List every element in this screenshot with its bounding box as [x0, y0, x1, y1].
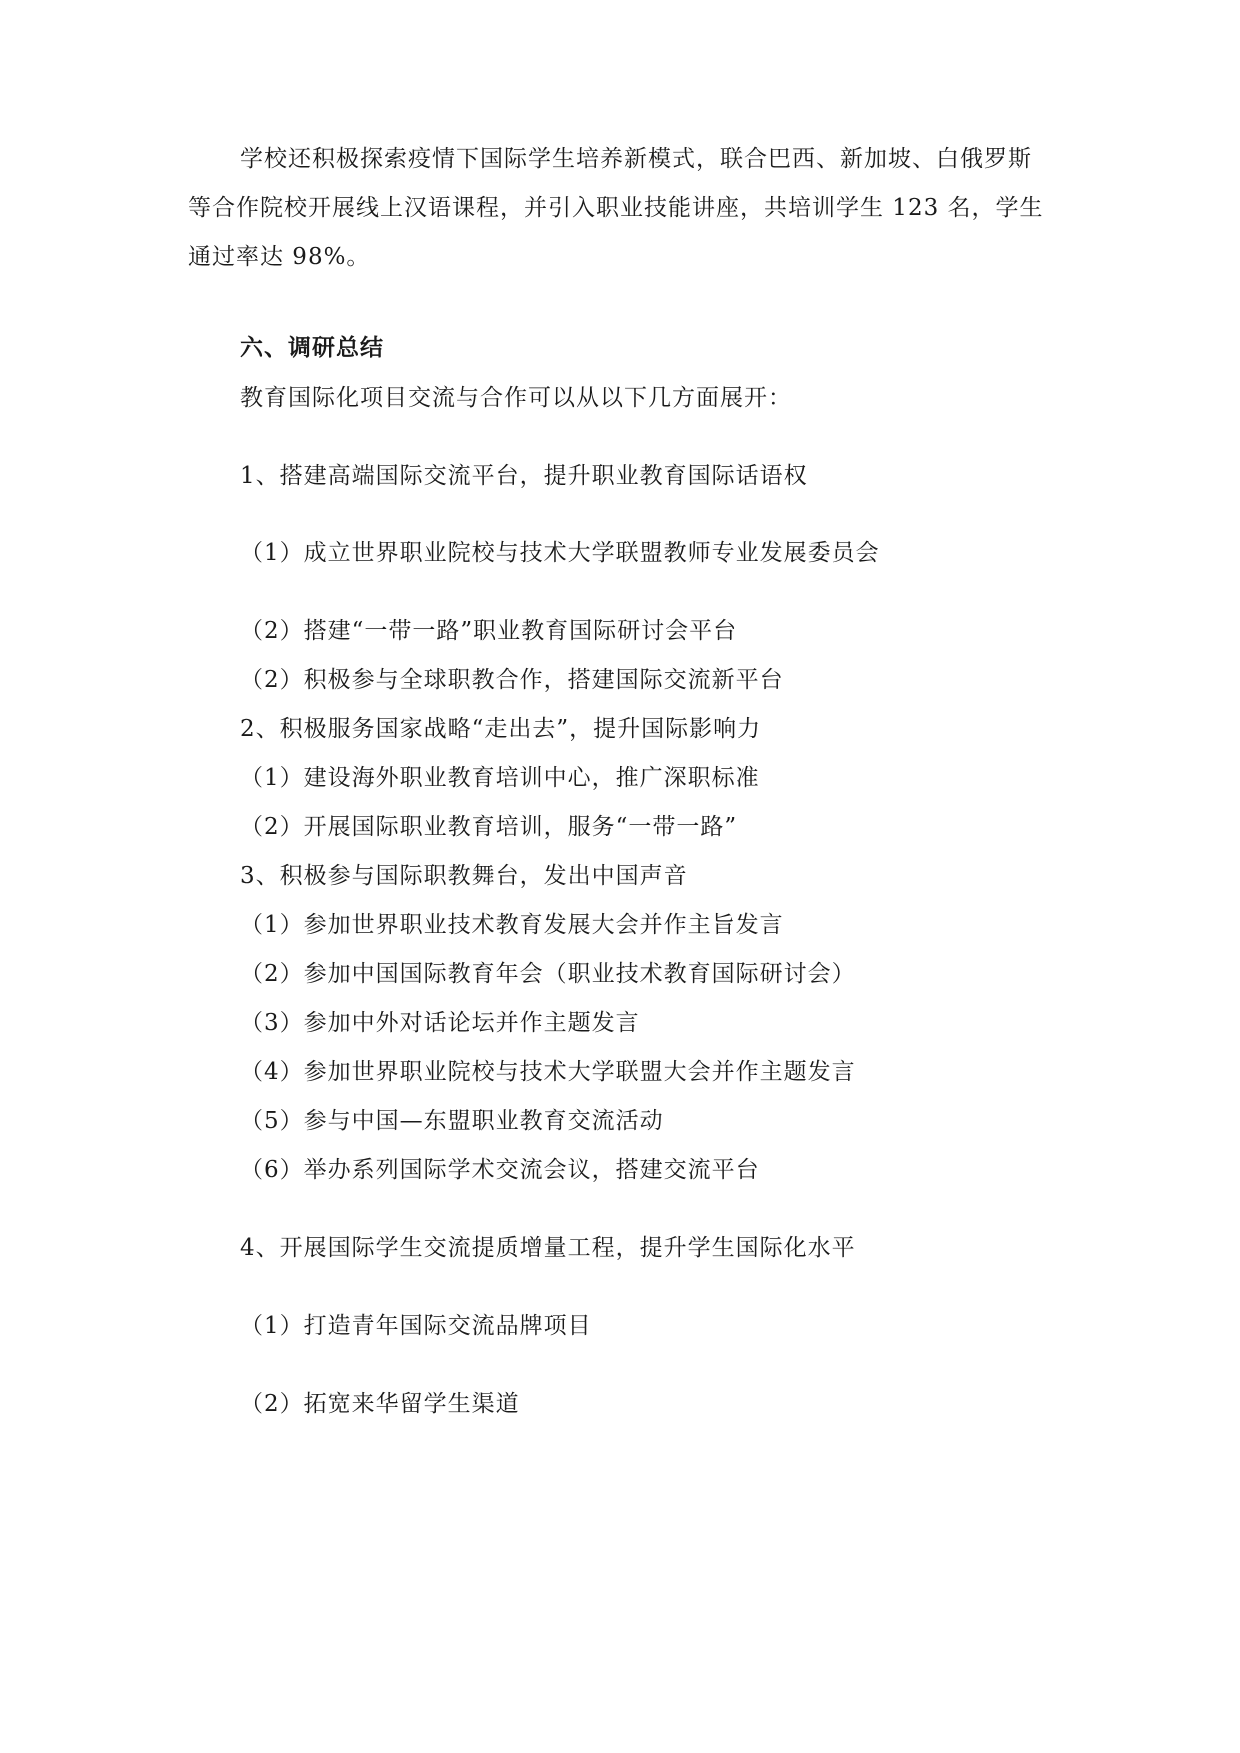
list-item: （2）搭建“一带一路”职业教育国际研讨会平台: [240, 618, 738, 644]
list-item: （2）参加中国国际教育年会（职业技术教育国际研讨会）: [240, 961, 856, 987]
paragraph-line-3: 通过率达 98%。: [188, 244, 371, 270]
list-item: （3）参加中外对话论坛并作主题发言: [240, 1010, 640, 1036]
paragraph-line-2: 等合作院校开展线上汉语课程，并引入职业技能讲座，共培训学生 123 名，学生: [188, 195, 1044, 221]
list-item: （6）举办系列国际学术交流会议，搭建交流平台: [240, 1157, 760, 1183]
list-item: 3、积极参与国际职教舞台，发出中国声音: [240, 863, 688, 889]
section-heading: 六、调研总结: [240, 335, 384, 361]
list-item: 1、搭建高端国际交流平台，提升职业教育国际话语权: [240, 463, 808, 489]
list-item: （1）打造青年国际交流品牌项目: [240, 1313, 592, 1339]
list-item: （2）拓宽来华留学生渠道: [240, 1391, 520, 1417]
section-intro: 教育国际化项目交流与合作可以从以下几方面展开：: [240, 385, 792, 411]
paragraph-line-1: 学校还积极探索疫情下国际学生培养新模式，联合巴西、新加坡、白俄罗斯: [240, 146, 1032, 172]
list-item: （2）积极参与全球职教合作，搭建国际交流新平台: [240, 667, 784, 693]
list-item: （2）开展国际职业教育培训，服务“一带一路”: [240, 814, 738, 840]
list-item: （1）参加世界职业技术教育发展大会并作主旨发言: [240, 912, 784, 938]
list-item: 4、开展国际学生交流提质增量工程，提升学生国际化水平: [240, 1235, 856, 1261]
list-item: （4）参加世界职业院校与技术大学联盟大会并作主题发言: [240, 1059, 856, 1085]
list-item: （1）成立世界职业院校与技术大学联盟教师专业发展委员会: [240, 540, 880, 566]
list-item: （5）参与中国—东盟职业教育交流活动: [240, 1108, 664, 1134]
list-item: 2、积极服务国家战略“走出去”，提升国际影响力: [240, 716, 762, 742]
list-item: （1）建设海外职业教育培训中心，推广深职标准: [240, 765, 760, 791]
